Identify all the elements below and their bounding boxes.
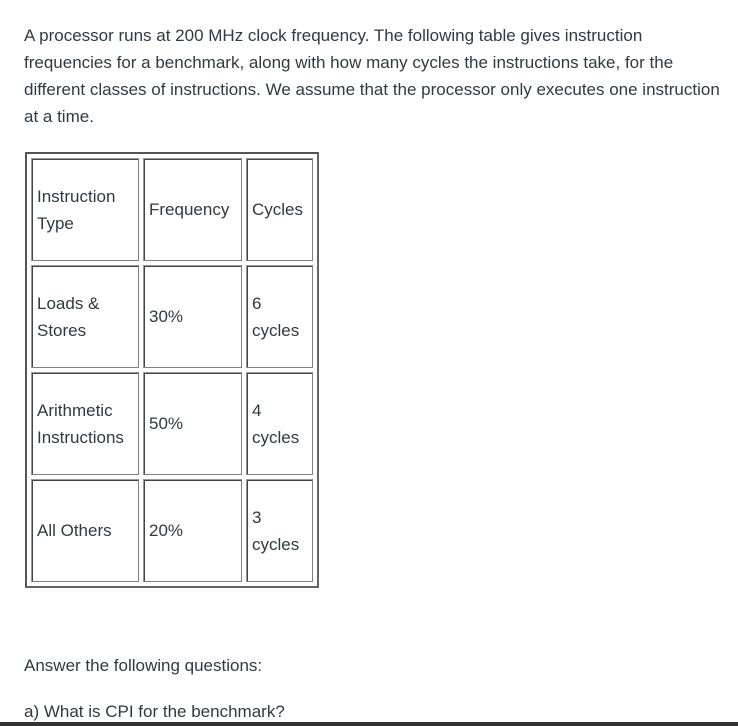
cell-instruction-type: Arithmetic Instructions [31,372,139,475]
answer-prompt: Answer the following questions: [24,656,263,675]
header-frequency: Frequency [143,158,242,261]
cell-frequency: 30% [143,265,242,368]
cell-cycles: 3 cycles [246,479,313,582]
intro-paragraph: A processor runs at 200 MHz clock frequency. The following table gives instruction frequencies for a benchmark, along with how many cycles the instructions take, for the different classes of instructions. We assume that the processor only executes one instruction at a time. [24,26,720,126]
cell-cycles: 6 cycles [246,265,313,368]
bottom-divider [0,722,738,726]
header-cycles: Cycles [246,158,313,261]
question-a: a) What is CPI for the benchmark? [24,702,285,721]
cell-frequency: 50% [143,372,242,475]
cell-instruction-type: All Others [31,479,139,582]
instruction-table [25,152,319,588]
header-instruction-type: Instruction Type [31,158,139,261]
cell-cycles: 4 cycles [246,372,313,475]
cell-frequency: 20% [143,479,242,582]
cell-instruction-type: Loads & Stores [31,265,139,368]
table-row [31,372,313,475]
table-header-row [31,158,313,261]
table-row [31,265,313,368]
table-row [31,479,313,582]
